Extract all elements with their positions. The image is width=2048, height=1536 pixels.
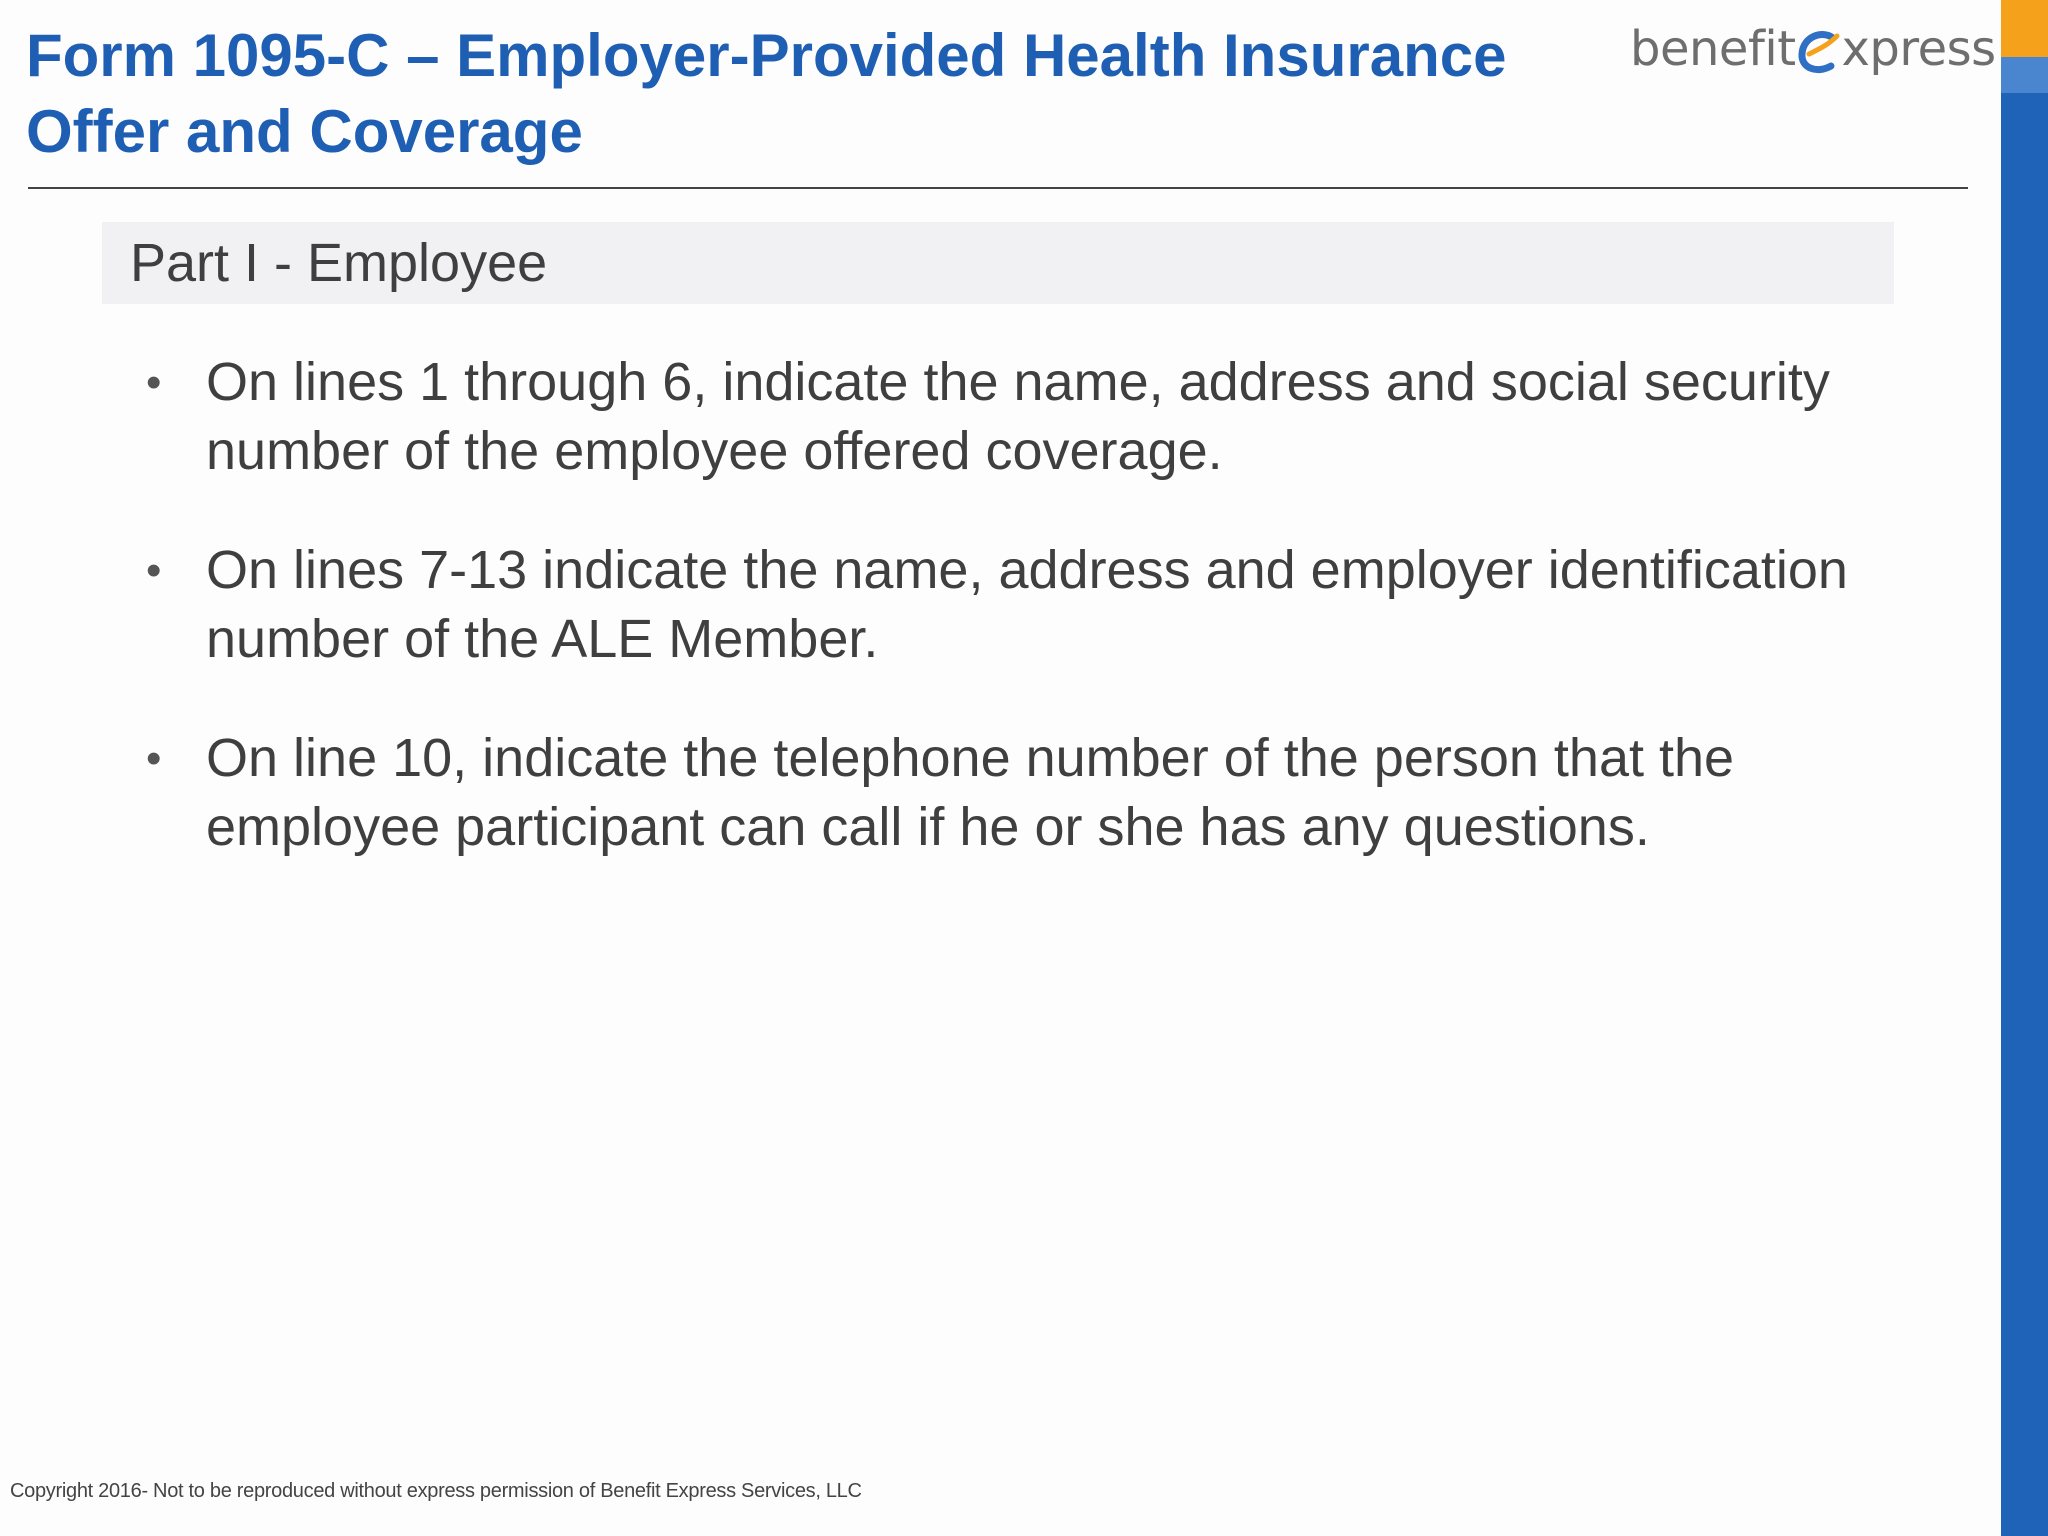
slide-title: Form 1095-C – Employer-Provided Health Insurance Offer and Coverage bbox=[26, 22, 1507, 165]
benefit-express-logo bbox=[1630, 14, 1996, 84]
e-swoosh-icon bbox=[1797, 28, 1841, 76]
bullet-text: On lines 1 through 6, indicate the name, address and social security number of the employee offered coverage. bbox=[206, 352, 1830, 481]
bullet-text: On lines 7-13 indicate the name, address and employer identification number of the ALE Member. bbox=[206, 540, 1848, 669]
logo-text-benefit: benefit bbox=[1630, 21, 1796, 77]
section-header-text: Part I - Employee bbox=[130, 233, 548, 293]
bullet-dot-icon: • bbox=[146, 358, 162, 407]
right-accent-light-band bbox=[2001, 57, 2048, 93]
bullet-dot-icon: • bbox=[146, 546, 162, 595]
bullet-item bbox=[142, 536, 1862, 674]
bullet-item bbox=[142, 724, 1862, 862]
bullet-item bbox=[142, 348, 1862, 486]
copyright-footer: Copyright 2016- Not to be reproduced without express permission of Benefit Express Services, LLC bbox=[10, 1480, 862, 1502]
right-accent-bar bbox=[2001, 0, 2048, 1536]
bullet-list bbox=[142, 348, 1862, 912]
bullet-dot-icon: • bbox=[146, 734, 162, 783]
title-divider bbox=[28, 187, 1968, 189]
right-accent-orange-block bbox=[2001, 0, 2048, 57]
bullet-text: On line 10, indicate the telephone number of the person that the employee participant can call if he or she has any questions. bbox=[206, 728, 1735, 857]
section-header bbox=[102, 222, 1894, 304]
logo-text-xpress: xpress bbox=[1841, 21, 1996, 77]
